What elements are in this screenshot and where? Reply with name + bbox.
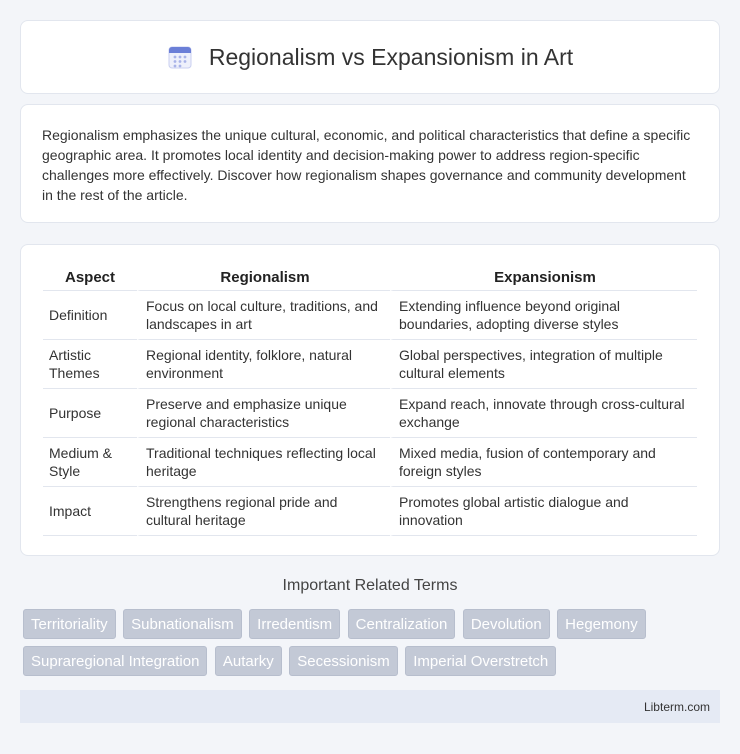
term-tag[interactable]: Irredentism	[249, 609, 340, 639]
table-row	[43, 438, 697, 487]
related-terms-list	[23, 609, 723, 683]
term-tag[interactable]: Devolution	[463, 609, 550, 639]
table-cell: Artistic Themes	[43, 340, 137, 389]
page-title: Regionalism vs Expansionism in Art	[208, 43, 574, 70]
table-cell: Impact	[43, 487, 137, 536]
column-header: Regionalism	[137, 265, 390, 291]
term-tag[interactable]: Imperial Overstretch	[405, 646, 556, 676]
table-cell: Promotes global artistic dialogue and innovation	[390, 487, 697, 536]
table-cell: Traditional techniques reflecting local heritage	[137, 438, 390, 487]
related-terms-title: Important Related Terms	[282, 577, 458, 594]
footer	[20, 690, 720, 723]
table-cell: Expand reach, innovate through cross-cultural exchange	[390, 389, 697, 438]
calendar-icon	[167, 44, 193, 70]
term-tag[interactable]: Territoriality	[23, 609, 116, 639]
table-cell: Global perspectives, integration of multiple cultural elements	[390, 340, 697, 389]
table-cell: Definition	[43, 291, 137, 340]
table-cell: Strengthens regional pride and cultural heritage	[137, 487, 390, 536]
table-cell: Preserve and emphasize unique regional characteristics	[137, 389, 390, 438]
column-header: Expansionism	[390, 265, 697, 291]
term-tag[interactable]: Hegemony	[557, 609, 646, 639]
table-cell: Mixed media, fusion of contemporary and foreign styles	[390, 438, 697, 487]
column-header: Aspect	[43, 265, 137, 291]
comparison-table-card	[20, 244, 720, 556]
table-row	[43, 291, 697, 340]
table-row	[43, 389, 697, 438]
term-tag[interactable]: Centralization	[348, 609, 456, 639]
table-row	[43, 340, 697, 389]
comparison-table	[43, 265, 697, 536]
intro-card	[20, 104, 720, 223]
intro-text: Regionalism emphasizes the unique cultural, economic, and political characteristics that define a specific geographic area. It promotes local identity and decision-making power to address region-specific challenges more effectively. Discover how regionalism shapes governance and community development in the rest of the article.	[42, 127, 691, 203]
table-cell: Extending influence beyond original boundaries, adopting diverse styles	[390, 291, 697, 340]
term-tag[interactable]: Subnationalism	[123, 609, 242, 639]
table-cell: Purpose	[43, 389, 137, 438]
term-tag[interactable]: Secessionism	[289, 646, 398, 676]
footer-site-link[interactable]: Libterm.com	[643, 700, 710, 714]
title-card	[20, 20, 720, 94]
table-cell: Medium & Style	[43, 438, 137, 487]
term-tag[interactable]: Autarky	[215, 646, 282, 676]
term-tag[interactable]: Supraregional Integration	[23, 646, 207, 676]
table-header-row	[43, 265, 697, 291]
table-cell: Regional identity, folklore, natural environment	[137, 340, 390, 389]
table-row	[43, 487, 697, 536]
table-cell: Focus on local culture, traditions, and landscapes in art	[137, 291, 390, 340]
